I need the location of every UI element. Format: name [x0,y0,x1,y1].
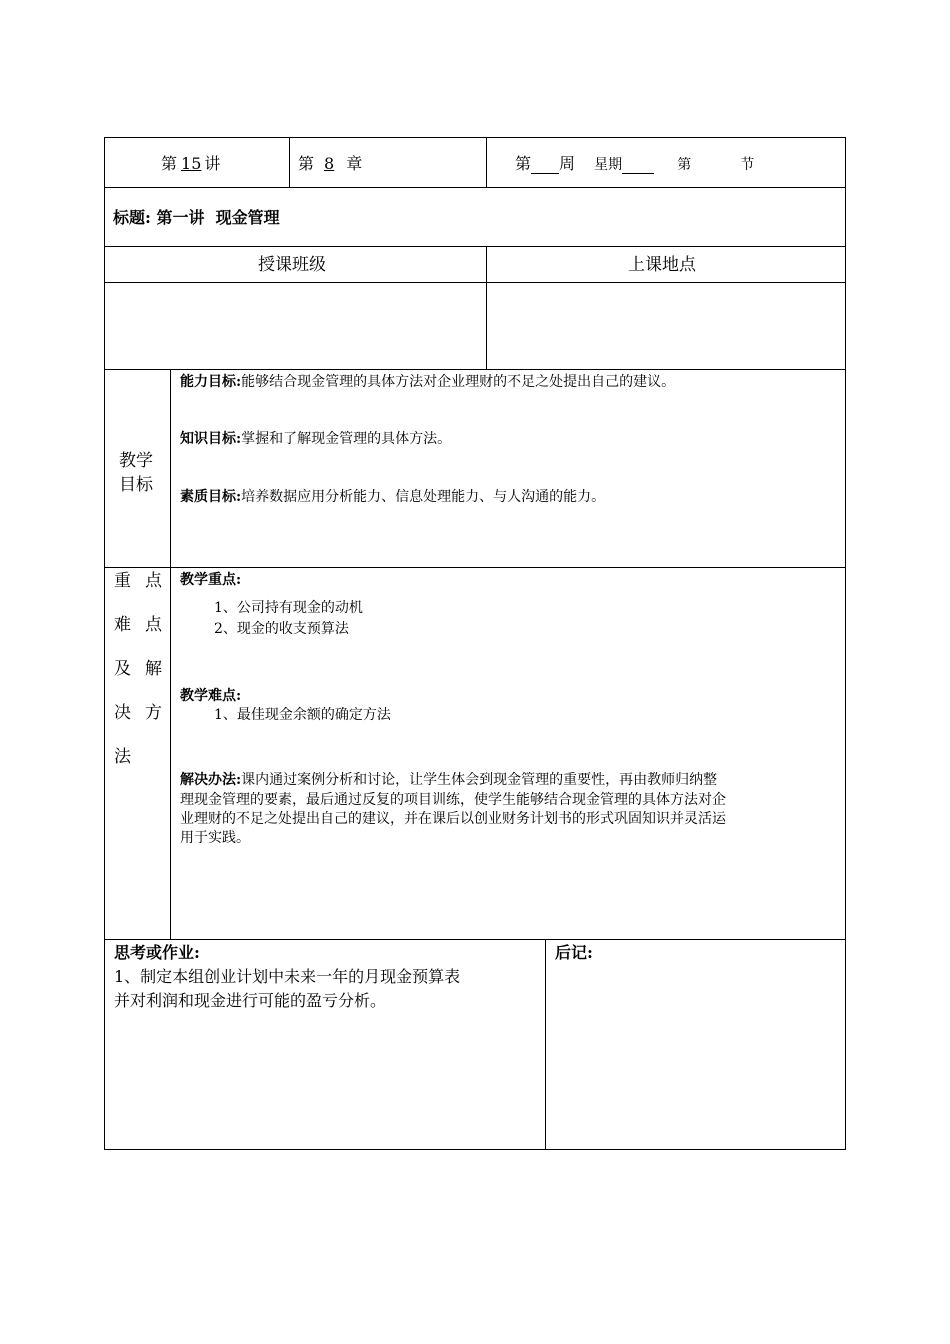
homework-line: 1、制定本组创业计划中未来一年的月现金预算表 [114,967,461,986]
row-divider-objectives [104,567,846,568]
row-divider-class-labels [104,282,846,283]
chapter-number: 8 [324,154,335,173]
focus-label: 教学重点: [180,572,242,588]
keypoints-label-row-5: 法 [114,747,131,767]
table-border-top [104,137,846,138]
table-border-left [104,137,105,1150]
table-border-bottom [104,1149,846,1150]
header-divider-2 [486,137,487,187]
row-divider-keypoints [104,939,846,940]
postscript-label: 后记: [555,943,593,962]
row-divider-title [104,246,846,247]
homework-label: 思考或作业: [114,943,200,962]
title-label: 标题: [113,208,151,227]
class-divider [486,246,487,369]
focus-item: 1、公司持有现金的动机 [214,600,363,616]
ability-objective: 能力目标:能够结合现金管理的具体方法对企业理财的不足之处提出自己的建议。 [180,374,676,390]
lecture-number-field: 第 15 讲 [161,154,221,173]
solution-line: 解决办法:课内通过案例分析和讨论，让学生体会到现金管理的重要性，再由教师归纳整 [180,772,718,788]
keypoints-label-row-1: 重 点 [114,571,162,591]
solution-line: 业理财的不足之处提出自己的建议，并在课后以创业财务计划书的形式巩固知识并灵活运 [180,811,726,827]
week-blank [531,157,559,174]
quality-objective: 素质目标:培养数据应用分析能力、信息处理能力、与人沟通的能力。 [180,489,606,505]
keypoints-label-row-3: 及 解 [114,659,162,679]
chapter-number-field: 第 8 章 [298,154,363,173]
knowledge-objective: 知识目标:掌握和了解现金管理的具体方法。 [180,431,452,447]
objectives-label: 教学 目标 [119,451,153,495]
class-label: 授课班级 [258,255,326,275]
keypoints-label-row-4: 决 方 [114,703,162,723]
difficulty-label: 教学难点: [180,688,242,704]
homework-line: 并对利润和现金进行可能的盈亏分析。 [114,991,387,1010]
location-label: 上课地点 [628,255,696,275]
row-divider-class-values [104,369,846,370]
homework-divider [545,939,546,1149]
lesson-title [113,208,280,228]
title-text: 第一讲 现金管理 [156,208,280,227]
difficulty-item: 1、最佳现金余额的确定方法 [214,707,391,723]
keypoints-label-row-2: 难 点 [114,615,162,635]
lecture-number: 15 [181,154,202,173]
solution-line: 用于实践。 [180,830,250,846]
schedule-field: 第 周 星期 第 节 [515,154,755,173]
table-border-right [845,137,846,1150]
solution-line: 理现金管理的要素，最后通过反复的项目训练，使学生能够结合现金管理的具体方法对企 [180,792,726,808]
focus-item: 2、现金的收支预算法 [214,621,349,637]
weekday-blank [622,157,654,174]
header-divider-1 [289,137,290,187]
label-column-divider [170,369,171,939]
row-divider-header [104,187,846,188]
solution-label: 解决办法: [180,772,242,788]
